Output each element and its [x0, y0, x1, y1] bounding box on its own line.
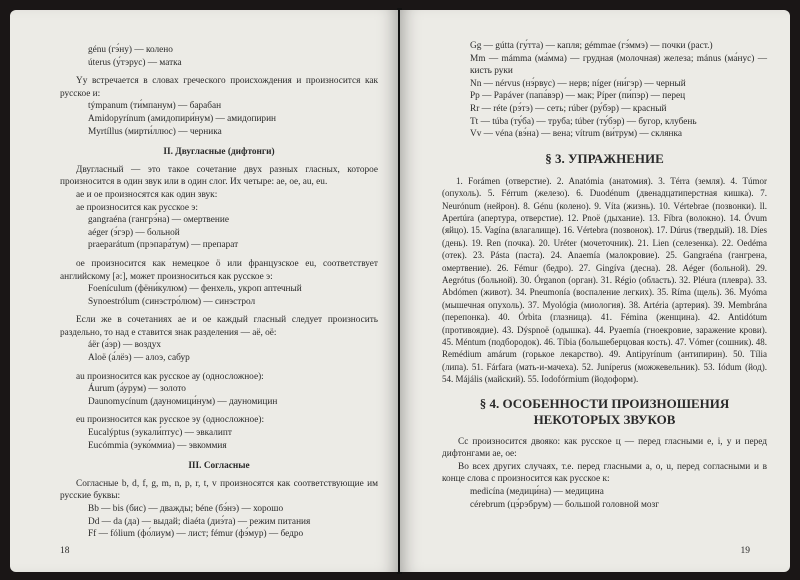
example-line: áër (а́эр) — воздух	[88, 340, 162, 351]
paragraph-separation: Если же в сочетаниях ae и oe каждый гласный следует произносить раздельно, то над e ставится знак разделения — aë, oë:	[60, 315, 378, 338]
paragraph-y: Yy встречается в словах греческого происхождения и произносится как русское и:	[60, 76, 378, 99]
left-page-content	[60, 44, 378, 541]
section-heading: II. Двугласные (дифтонги)	[163, 147, 275, 158]
example-line: Dd — da (да) — выдай; diaéta (диэ́та) — режим питания	[88, 516, 311, 527]
example-line: Synoestrólum (синэстро́люм) — синэстрол	[88, 296, 256, 307]
paragraph-diphthongs: Двугласный — это такое сочетание двух разных гласных, которое произносится в один звук или в один слог. Их четыре: ae, oe, au, eu.	[60, 164, 378, 188]
paragraph-ae-oe: ae и oe произносятся как один звук:	[76, 189, 218, 200]
example-line: Bb — bis (бис) — дважды; béne (бэ́нэ) — хорошо	[88, 504, 284, 514]
paragraph-cc: Cc произносится двояко: как русское ц — перед гласными e, i, y и перед дифтонгами ae, oe:	[442, 436, 767, 460]
example-line: Gg — gútta (гу́тта) — капля; gémmae (гэ́ммэ) — почки (раст.)	[470, 41, 713, 51]
paragraph-consonants: Согласные b, d, f, g, m, n, p, r, t, v произносятся как соответствующие им русские буквы:	[60, 478, 378, 502]
right-page-content	[442, 40, 767, 511]
page-number: 19	[740, 546, 750, 556]
paragraph-au: au произносится как русское ау (односложное):	[76, 371, 264, 382]
section4-heading-line2: НЕКОТОРЫХ ЗВУКОВ	[533, 411, 676, 427]
example-line: Pp — Papáver (папа́вэр) — мак; Píper (пи́пэр) — перец	[470, 91, 686, 102]
exercise-heading: § 3. УПРАЖНЕНИЕ	[545, 150, 664, 166]
page-number: 18	[60, 546, 70, 556]
example-line: Tt — túba (ту́ба) — труба; túber (ту́бэр) — бугор, клубень	[470, 116, 697, 127]
example-line: aéger (э́гэр) — больной	[88, 227, 180, 238]
paragraph-cc-other: Во всех других случаях, т.е. перед гласными a, o, u, перед согласными и в конце слова c произносится как русское к:	[442, 461, 767, 485]
example-line: Nn — nérvus (нэ́рвус) — нерв; níger (ни́гэр) — черный	[470, 78, 686, 89]
example-line: Foenículum (фёни́кулюм) — фенхель, укроп аптечный	[88, 284, 302, 295]
section4-heading-line1: § 4. ОСОБЕННОСТИ ПРОИЗНОШЕНИЯ	[479, 395, 730, 411]
example-line: Áurum (а́урум) — золото	[88, 384, 186, 395]
paragraph-ae: ae произносится как русское э:	[76, 202, 198, 213]
paragraph-eu: eu произносится как русское эу (односложное):	[76, 415, 265, 426]
right-page	[400, 10, 790, 572]
example-line: Daunomycínum (дауномици́нум) — дауномицин	[88, 396, 278, 407]
example-line: Eucalýptus (эукали́птус) — эвкалипт	[88, 428, 232, 439]
example-line: Myrtíllus (мирти́ллюс) — черника	[88, 126, 222, 137]
section-heading: III. Согласные	[188, 461, 250, 472]
example-line: Vv — véna (вэ́на) — вена; vítrum (ви́трум) — склянка	[470, 129, 683, 140]
left-page	[10, 10, 398, 572]
example-line: gangraéna (гангрэ́на) — омертвение	[88, 215, 229, 226]
example-line: praeparátum (прэпара́тум) — препарат	[88, 240, 239, 251]
example-line: Aloë (а́лёэ) — алоэ, сабур	[88, 353, 190, 364]
example-line: cérebrum (цэ́рэбрум) — большой головной мозг	[470, 499, 660, 510]
example-line: génu (гэ́ну) — колено	[88, 45, 173, 55]
example-line: Amidopyrínum (амидопири́нум) — амидопирин	[88, 113, 277, 124]
example-line: Ff — fólium (фо́лиум) — лист; fémur (фэ́мур) — бедро	[88, 529, 304, 540]
example-line: Rr — réte (рэ́тэ) — сеть; rúber (ру́бэр) — красный	[470, 103, 667, 114]
example-line: Eucómmia (эуко́ммиа) — эвкоммия	[88, 440, 227, 451]
example-line: medicína (медици́на) — медицина	[470, 487, 604, 498]
paragraph-oe: oe произносится как немецкое ö или французское eu, соответствует английскому [ə:], может произноситься как русское э:	[60, 258, 378, 282]
example-line: Mm — mámma (ма́мма) — грудная (молочная) железа; mánus (ма́нус) — кисть руки	[470, 53, 767, 77]
example-line: týmpanum (ти́мпанум) — барабан	[88, 101, 222, 112]
example-line: úterus (у́тэрус) — матка	[88, 57, 182, 68]
exercise-text: 1. Forámen (отверстие). 2. Anatómia (анатомия). 3. Térra (земля). 4. Túmor (опухоль). 5. Férrum (железо). 6. Duodénum (двенадцатиперстная кишка). 7. Neurónum (нейрон). 8. Génu (колено). 9. Víta (жизнь). 10. Vértebrae (позвонки). ll. Apertúra (апертура, отверстие). 12. Pnoë (дыхание). 13. Fíbra (волокно). 14. Óvum (яйцо). 15. Vagína (влагалище). 16. Vértebra (позвонок). 17. Dúrus (твердый). 18. Díes (день). 19. Ren (почка). 20. Uréter (мочеточник). 21. Lien (селезенка). 22. Oedéma (отек). 23. Pásta (паста). 24. Anaemía (малокровие). 25. Gangraéna (гангрена, омертвение). 26. Fémur (бедро). 27. Gingíva (десна). 28. Aéger (больной). 29. Aegrótus (больной). 30. Órganon (орган). 31. Régio (область). 32. Pléura (плевра). 33. Abdómen (живот). 34. Pneumonía (воспаление легких). 35. Ríma (щель). 36. Myóma (мышечная опухоль). 37. Myológia (миология). 38. Artéria (артерия). 39. Membrána (перепонка). 40. Órbita (глазница). 41. Fémina (женщина). 42. Antidótum (противоядие). 43. Dýspnoë (одышка). 44. Pyaemía (гноекровие, заражение крови). 45. Méntum (подбородок). 46. Tíbia (большеберцовая кость). 47. Vómer (сошник). 48. Remédium amárum (горькое лекарство). 49. Antipyrínum (антипирин). 50. Tília (липа). 51. Fárfara (мать-и-мачеха). 52. Juníperus (можжевельник). 53. Iódum (йод). 54. Májális (майский). 55. Iodofórmium (йодоформ).	[442, 175, 767, 385]
